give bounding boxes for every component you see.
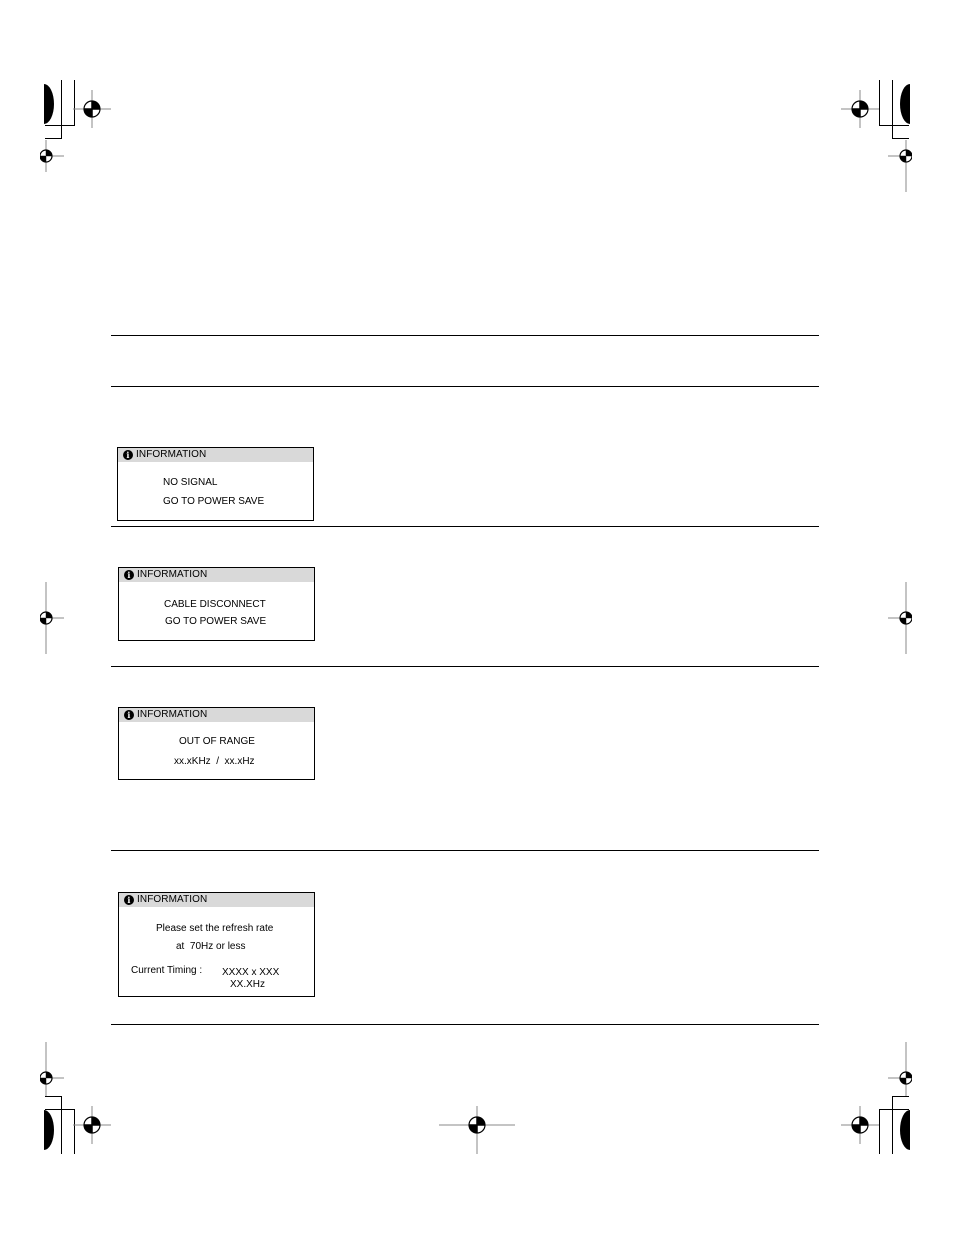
row-divider-2 — [111, 666, 819, 667]
table-header-rule — [111, 386, 819, 387]
osd-info-box-no-signal — [117, 447, 314, 521]
osd-info-box-cable-disconnect — [118, 567, 315, 641]
registration-mark-icon — [40, 1042, 72, 1096]
crop-mark-bottom-right-h — [892, 1096, 909, 1097]
osd-info-box-refresh-rate — [118, 892, 315, 997]
registration-mark-icon — [73, 90, 111, 128]
crop-mark-top-left-v — [61, 80, 62, 138]
osd-message-line2: xx.xKHz / xx.xHz — [174, 756, 255, 767]
osd-message-line1: NO SIGNAL — [163, 477, 218, 488]
osd-message-line2: GO TO POWER SAVE — [165, 616, 267, 627]
row-divider-3 — [111, 850, 819, 851]
registration-mark-icon — [44, 80, 56, 128]
osd-info-header — [118, 448, 313, 462]
osd-info-title: INFORMATION — [137, 709, 208, 720]
osd-info-title: INFORMATION — [137, 894, 208, 905]
crop-mark-bottom-right-v2 — [879, 1109, 880, 1154]
crop-mark-top-right-v — [892, 80, 893, 138]
current-timing-resolution: XXXX x XXX — [222, 967, 280, 978]
osd-info-title: INFORMATION — [136, 449, 207, 460]
osd-message-line2: GO TO POWER SAVE — [163, 496, 265, 507]
row-divider-1 — [111, 526, 819, 527]
registration-mark-icon — [439, 1106, 515, 1154]
registration-mark-icon — [841, 90, 879, 128]
crop-mark-bottom-right-v — [892, 1096, 893, 1154]
table-top-rule — [111, 335, 819, 336]
current-timing-label: Current Timing : — [131, 965, 203, 976]
information-icon: i — [124, 570, 134, 580]
osd-info-header — [119, 708, 314, 722]
crop-mark-bottom-left-h — [45, 1096, 62, 1097]
osd-info-header — [119, 893, 314, 907]
osd-info-box-out-of-range — [118, 707, 315, 780]
osd-message-line2: at 70Hz or less — [176, 941, 246, 952]
registration-mark-icon — [40, 582, 72, 654]
registration-mark-icon — [884, 582, 912, 654]
osd-message-line1: CABLE DISCONNECT — [164, 599, 266, 610]
registration-mark-icon — [898, 1106, 910, 1154]
osd-message-line1: Please set the refresh rate — [156, 923, 274, 934]
crop-mark-top-left-h — [45, 138, 62, 139]
registration-mark-icon — [884, 140, 912, 192]
osd-info-title: INFORMATION — [137, 569, 208, 580]
information-icon: i — [124, 710, 134, 720]
osd-info-header — [119, 568, 314, 582]
information-icon: i — [124, 895, 134, 905]
registration-mark-icon — [884, 1042, 912, 1096]
information-icon: i — [123, 450, 133, 460]
registration-mark-icon — [898, 80, 910, 128]
registration-mark-icon — [73, 1106, 111, 1144]
crop-mark-bottom-left-v — [61, 1096, 62, 1154]
crop-mark-top-right-v2 — [879, 80, 880, 126]
current-timing-frequency: XX.XHz — [230, 979, 266, 990]
registration-mark-icon — [40, 140, 72, 172]
table-bottom-rule — [111, 1024, 819, 1025]
osd-message-line1: OUT OF RANGE — [179, 736, 255, 747]
crop-mark-top-right-h — [892, 138, 909, 139]
registration-mark-icon — [44, 1106, 56, 1154]
registration-mark-icon — [841, 1106, 879, 1144]
